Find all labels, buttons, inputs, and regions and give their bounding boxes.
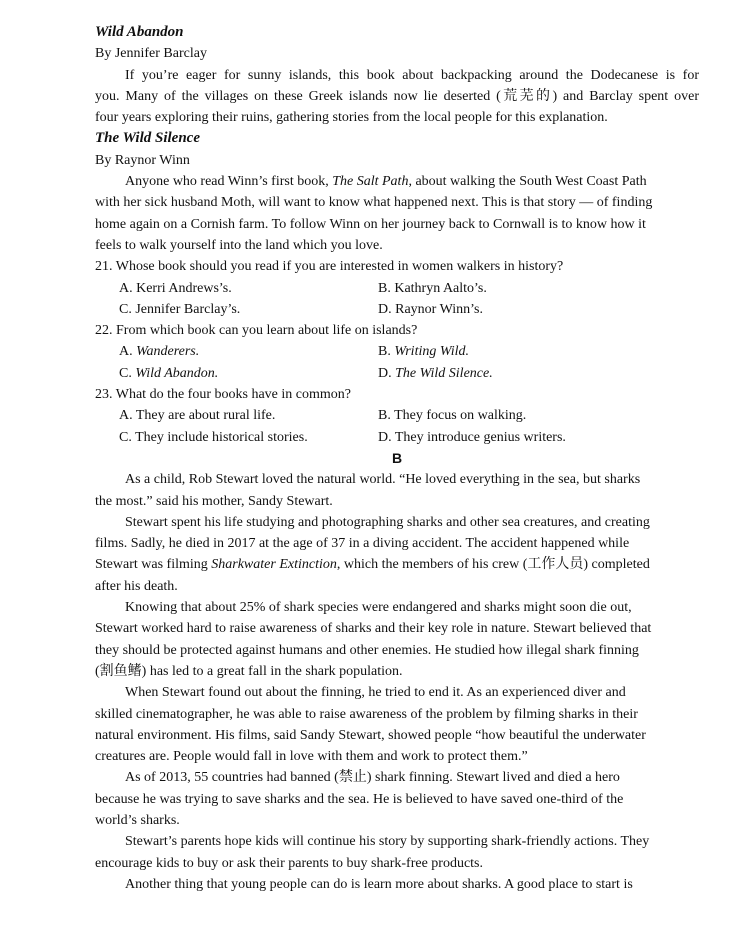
question-21-stem: 21. Whose book should you read if you are interested in women walkers in history? <box>95 259 564 275</box>
paragraph-line: If you’re eager for sunny islands, this book about backpacking around the Dodecanese is for <box>125 67 699 83</box>
paragraph-line: films. Sadly, he died in 2017 at the age of 37 in a diving accident. The accident happened while <box>95 536 630 552</box>
option-letter: D. <box>378 365 396 381</box>
exam-page <box>95 22 699 895</box>
text-run: Anyone who read Winn’s first book, <box>125 174 333 190</box>
paragraph-line: with her sick husband Moth, will want to know what happened next. This is that story — of finding <box>95 195 653 211</box>
paragraph-line: Stewart’s parents hope kids will continue his story by supporting shark-friendly actions. They <box>125 834 650 850</box>
option-letter: C. <box>119 365 136 381</box>
paragraph-line <box>95 171 699 192</box>
paragraph-line: home again on a Cornish farm. To follow Winn on her journey back to Cornwall is to know how it <box>95 216 646 232</box>
question-22-stem: 22. From which book can you learn about life on islands? <box>95 323 418 339</box>
question-23-options-row1 <box>119 405 699 426</box>
book-title-salt-path: The Salt Path <box>332 174 409 190</box>
option-letter: A. <box>119 344 137 360</box>
text-run: , which the members of his crew (工作人员) completed <box>336 557 650 573</box>
paragraph-line: they should be protected against humans and other enemies. He studied how illegal shark finning <box>95 642 639 658</box>
paragraph-line: Another thing that young people can do is learn more about sharks. A good place to start is <box>125 876 633 892</box>
paragraph-line: When Stewart found out about the finning, he tried to end it. As an experienced diver and <box>125 685 626 701</box>
paragraph-line: (割鱼鳍) has led to a great fall in the shark population. <box>95 663 403 679</box>
option-text: Wanderers. <box>136 344 200 360</box>
book-title-wild-silence: The Wild Silence <box>95 130 200 147</box>
film-title: Sharkwater Extinction <box>211 557 337 573</box>
option-d: D. They introduce genius writers. <box>378 429 566 445</box>
paragraph-line: Stewart spent his life studying and photographing sharks and other sea creatures, and creating <box>125 514 650 530</box>
book-title-wild-abandon: Wild Abandon <box>95 24 184 40</box>
option-text: The Wild Silence. <box>395 365 493 381</box>
question-22-options-row1 <box>119 341 699 362</box>
paragraph-line: Stewart worked hard to raise awareness of sharks and their key role in nature. Stewart believed that <box>95 621 652 637</box>
paragraph-line: feels to walk yourself into the land which you love. <box>95 237 383 253</box>
paragraph-line: skilled cinematographer, he was able to raise awareness of the problem by filming sharks in their <box>95 706 638 722</box>
option-b <box>378 341 469 362</box>
paragraph-line: Knowing that about 25% of shark species were endangered and sharks might soon die out, <box>125 600 632 616</box>
text-run: , about walking the South West Coast Path <box>408 174 647 190</box>
question-21-options-row2 <box>119 299 699 320</box>
book-author-winn: By Raynor Winn <box>95 152 190 168</box>
paragraph-line: As a child, Rob Stewart loved the natural world. “He loved everything in the sea, but sharks <box>125 472 641 488</box>
paragraph-line: world’s sharks. <box>95 812 180 828</box>
section-heading-b: B <box>391 449 403 466</box>
paragraph-line: encourage kids to buy or ask their parents to buy shark-free products. <box>95 855 483 871</box>
option-d: D. Raynor Winn’s. <box>378 301 483 317</box>
paragraph-line: As of 2013, 55 countries had banned (禁止) shark finning. Stewart lived and died a hero <box>125 770 620 786</box>
paragraph-line: the most.” said his mother, Sandy Stewart. <box>95 493 333 509</box>
option-d <box>378 363 493 384</box>
question-23-stem: 23. What do the four books have in common? <box>95 387 351 403</box>
option-a <box>119 341 378 362</box>
option-letter: B. <box>378 344 395 360</box>
paragraph-line: after his death. <box>95 578 178 594</box>
option-text: Wild Abandon. <box>135 365 219 381</box>
question-23-options-row2 <box>119 427 699 448</box>
paragraph-line: four years exploring their ruins, gathering stories from the local people for this explanation. <box>95 110 608 126</box>
option-c: C. They include historical stories. <box>119 429 308 445</box>
option-b: B. They focus on walking. <box>378 408 527 424</box>
option-c <box>119 363 378 384</box>
book-author-barclay: By Jennifer Barclay <box>95 46 207 62</box>
question-21-options-row1 <box>119 278 699 299</box>
paragraph-line: creatures are. People would fall in love with them and work to protect them.” <box>95 749 528 765</box>
paragraph-line: natural environment. His films, said Sandy Stewart, showed people “how beautiful the underwater <box>95 727 646 743</box>
option-text: Writing Wild. <box>394 344 470 360</box>
text-run: Stewart was filming <box>95 557 212 573</box>
option-b: B. Kathryn Aalto’s. <box>378 280 487 296</box>
paragraph-line: you. Many of the villages on these Greek islands now lie deserted (荒芜的) and Barclay spent over <box>95 88 699 104</box>
option-a: A. Kerri Andrews’s. <box>119 280 232 296</box>
question-22-options-row2 <box>119 363 699 384</box>
paragraph-line: because he was trying to save sharks and the sea. He is believed to have saved one-third of the <box>95 791 624 807</box>
option-a: A. They are about rural life. <box>119 408 276 424</box>
paragraph-line <box>95 554 699 575</box>
option-c: C. Jennifer Barclay’s. <box>119 301 241 317</box>
